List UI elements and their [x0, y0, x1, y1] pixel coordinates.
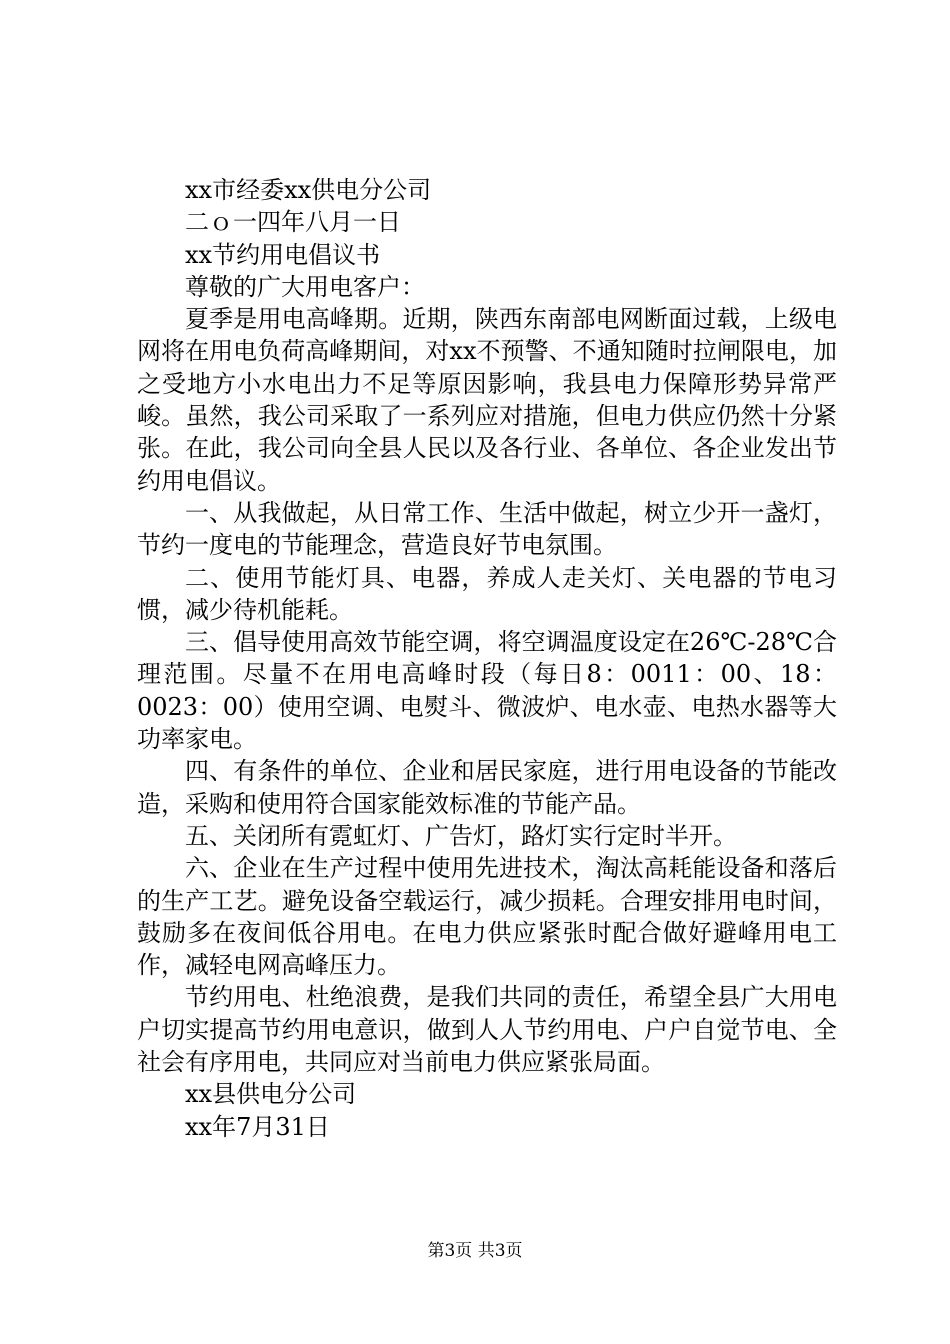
- closing-paragraph: 节约用电、杜绝浪费，是我们共同的责任，希望全县广大用电户切实提高节约用电意识，做到人人节约用电、户户自觉节电、全社会有序用电，共同应对当前电力供应紧张局面。: [137, 983, 837, 1077]
- item-3: 三、倡导使用高效节能空调，将空调温度设定在26℃-28℃合理范围。尽量不在用电高峰时段（每日8：0011：00、18：0023：00）使用空调、电熨斗、微波炉、电水壶、电热水器等大功率家电。: [137, 628, 837, 754]
- item-6: 六、企业在生产过程中使用先进技术，淘汰高耗能设备和落后的生产工艺。避免设备空载运行，减少损耗。合理安排用电时间，鼓励多在夜间低谷用电。在电力供应紧张时配合做好避峰用电工作，减轻电网高峰压力。: [137, 854, 837, 980]
- item-5: 五、关闭所有霓虹灯、广告灯，路灯实行定时半开。: [185, 821, 737, 850]
- salutation: 尊敬的广大用电客户：: [185, 272, 425, 301]
- item-4: 四、有条件的单位、企业和居民家庭，进行用电设备的节能改造，采购和使用符合国家能效标准的节能产品。: [137, 757, 837, 818]
- item-1: 一、从我做起，从日常工作、生活中做起，树立少开一盏灯，节约一度电的节能理念，营造良好节电氛围。: [137, 498, 837, 560]
- document-body: [137, 174, 837, 1143]
- page-number: 第3页 共3页: [427, 1241, 523, 1261]
- item-2: 二、使用节能灯具、电器，养成人走关灯、关电器的节电习惯，减少待机能耗。: [137, 563, 837, 624]
- signature-org: xx县供电分公司: [185, 1080, 357, 1109]
- intro-paragraph: 夏季是用电高峰期。近期，陕西东南部电网断面过载，上级电网将在用电负荷高峰期间，对xx不预警、不通知随时拉闸限电，加之受地方小水电出力不足等原因影响，我县电力保障形势异常严峻。虽然，我公司采取了一系列应对措施，但电力供应仍然十分紧张。在此，我公司向全县人民以及各行业、各单位、各企业发出节约用电倡议。: [137, 305, 837, 495]
- page-footer: [0, 1240, 950, 1262]
- signature-date: xx年7月31日: [185, 1112, 330, 1141]
- document-title: xx节约用电倡议书: [185, 240, 381, 269]
- sender-line: xx市经委xx供电分公司: [185, 176, 432, 204]
- date-line: 二ｏ一四年八月一日: [185, 208, 401, 237]
